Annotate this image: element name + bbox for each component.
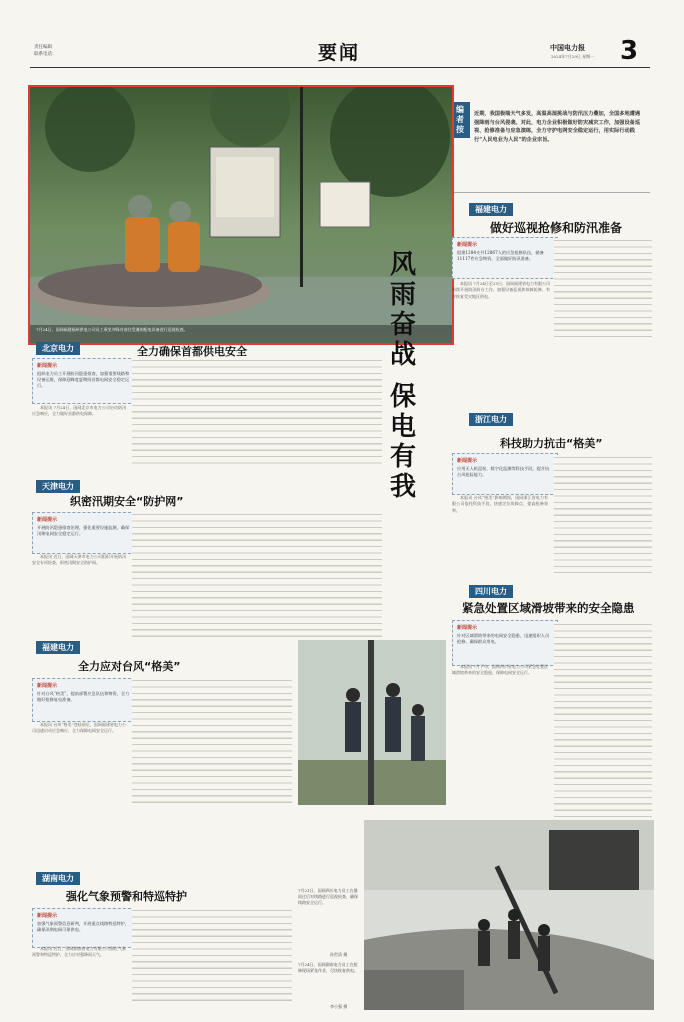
vertical-title-2: 保电有我 [390, 382, 417, 502]
summary-tag: 新闻提示 [37, 913, 58, 919]
bottom-caption-left-credit: 孙世清 摄 [330, 952, 348, 957]
body-sichuan-col2 [554, 622, 652, 817]
body-hunan-cols [132, 908, 292, 1006]
headline-sichuan: 紧急处置区域滑坡带来的安全隐患 [462, 601, 635, 615]
bottom-caption-right: 7月24日，国网湖南电力员工在抢修现场紧张作业，尽快恢复供电。 [298, 962, 358, 973]
summary-fujian-gemei [32, 678, 136, 722]
body-tianjin [32, 554, 126, 634]
section-tag-zhejiang: 浙江电力 [469, 413, 513, 426]
summary-text: 组织电力员工开展防汛隐患排查，加强重要线路和设备运维，保障迎峰度夏期间首都电网安全稳定运行。 [37, 371, 130, 389]
section-title: 要闻 [318, 42, 361, 64]
page-number: 3 [620, 36, 639, 66]
headline-tianjin: 织密汛期安全“防护网” [70, 495, 184, 508]
body-beijing-cols [132, 358, 382, 468]
summary-tag: 新闻提示 [37, 517, 58, 523]
body-hunan [32, 946, 126, 1006]
body-fujian-col2 [554, 238, 652, 338]
editor-note-tag: 编者按 [454, 102, 470, 138]
headline-fujian: 做好巡视抢修和防汛准备 [490, 221, 623, 235]
section-tag-beijing: 北京电力 [36, 342, 80, 355]
summary-text: 针对台风“格美”，提前部署应急队伍和物资，全力做好抢修复电准备。 [37, 691, 130, 703]
summary-hunan [32, 908, 136, 948]
summary-zhejiang [452, 453, 558, 495]
summary-text: 组建1284支共12867人的应急抢修队伍，储备11117件应急物资，全面做好防汛准备。 [457, 250, 544, 262]
editor-sub: 联系电话： [34, 52, 57, 57]
summary-beijing [32, 358, 136, 404]
body-fujian-gemei-cols [132, 678, 292, 808]
summary-sichuan [452, 620, 558, 666]
line-rescue-photo [298, 640, 446, 805]
road-repair-photo [364, 820, 654, 1010]
header-rule [30, 67, 650, 68]
section-tag-fujian-gemei: 福建电力 [36, 641, 80, 654]
headline-hunan: 强化气象预警和特巡特护 [66, 890, 187, 903]
editor-label: 责任编辑 [34, 45, 52, 50]
summary-tag: 新闻提示 [37, 363, 58, 369]
body-text: 本报讯 7月24日，国网北京市电力公司启动防汛应急响应，全力做好首都供电保障。 [32, 405, 126, 417]
body-text: 本报讯 7月24日至25日，国网福建省电力有限公司持续开展防汛防台工作，加强设备巡视和故障抢修，有序恢复受灾地区供电。 [452, 281, 550, 299]
editor-info [34, 44, 57, 58]
summary-tag: 新闻提示 [457, 458, 478, 464]
body-zhejiang-col2 [554, 455, 652, 573]
note-rule [454, 192, 650, 193]
bottom-caption-right-credit: 李小强 摄 [330, 1004, 348, 1009]
section-tag-sichuan: 四川电力 [469, 585, 513, 598]
body-sichuan [452, 664, 548, 814]
summary-tag: 新闻提示 [457, 625, 478, 631]
pole-workers-image [298, 640, 446, 805]
bottom-caption-left: 7月21日，国网四川电力员工在暴雨过后对线路进行巡视检查，确保线路安全运行。 [298, 888, 358, 905]
headline-fujian-gemei: 全力应对台风“格美” [78, 660, 181, 673]
editor-note: 近期，我国极端天气多发，高温高湿挑战与防汛压力叠加，全国多地遭遇强降雨与台风侵袭。对此，电力企业积极做好防灾减灾工作，加强设备巡视、抢修准备与应急演练，全力守护电网安全稳定运行，用实际行动践行“人民电业为人民”的企业宗旨。 [474, 111, 641, 143]
headline-zhejiang: 科技助力抗击“格美” [500, 437, 603, 450]
paper-name: 中国电力报 [550, 43, 585, 52]
summary-text: 应用无人机巡检、数字化监测等科技手段，提升抗台风抢险能力。 [457, 466, 550, 478]
issue-date: 2024年7月29日 星期一 [551, 54, 595, 59]
flood-rescue-image [30, 87, 452, 343]
body-text: 本报讯 近日，国网湖南省电力有限公司强化气象预警和特巡特护，全力应对强降雨天气。 [32, 946, 126, 958]
hero-photo-caption: 7月24日，国网福建福州供电公司员工乘坐冲锋舟前往受淹的配电设备进行巡视检查。 [36, 327, 188, 332]
road-crew-image [364, 820, 654, 1010]
body-text: 本报讯 台风“格美”影响期间，国网浙江省电力有限公司依托科技手段，快速定位故障点，提高抢修效率。 [452, 495, 548, 513]
headline-beijing: 全力确保首都供电安全 [137, 345, 247, 358]
body-text: 本报讯 台风“格美”登陆前后，国网福建省电力公司迅速启动应急响应，全力保障电网安全运行。 [32, 722, 126, 734]
summary-text: 开展防汛隐患排查治理，强化重要设施监测，确保汛期电网安全稳定运行。 [37, 525, 130, 537]
filler-lines [554, 238, 652, 338]
section-tag-tianjin: 天津电力 [36, 480, 80, 493]
section-tag-hunan: 湖南电力 [36, 872, 80, 885]
body-tianjin-cols [132, 512, 382, 637]
summary-text: 加强气象预警信息研判，开展重点线路特巡特护，确保汛期电网可靠供电。 [37, 921, 130, 933]
summary-tag: 新闻提示 [37, 683, 58, 689]
body-zhejiang [452, 495, 548, 555]
summary-tag: 新闻提示 [457, 242, 478, 248]
body-fujian-gemei [32, 722, 126, 807]
section-tag-fujian: 福建电力 [469, 203, 513, 216]
summary-text: 针对区域滑坡带来的电网安全隐患，迅速组织人员抢修，确保群众用电。 [457, 633, 550, 645]
summary-tianjin [32, 512, 136, 554]
body-text: 本报讯 7月下旬，国网四川省电力公司紧急处置区域滑坡带来的安全隐患，保障电网安全运行。 [452, 664, 548, 676]
vertical-title-1: 风雨奋战 [390, 250, 417, 370]
summary-fujian [452, 237, 558, 279]
body-beijing [32, 405, 126, 475]
body-text: 本报讯 近日，国网天津市电力公司组织开展防汛安全专项检查，织密汛期安全防护网。 [32, 554, 126, 566]
